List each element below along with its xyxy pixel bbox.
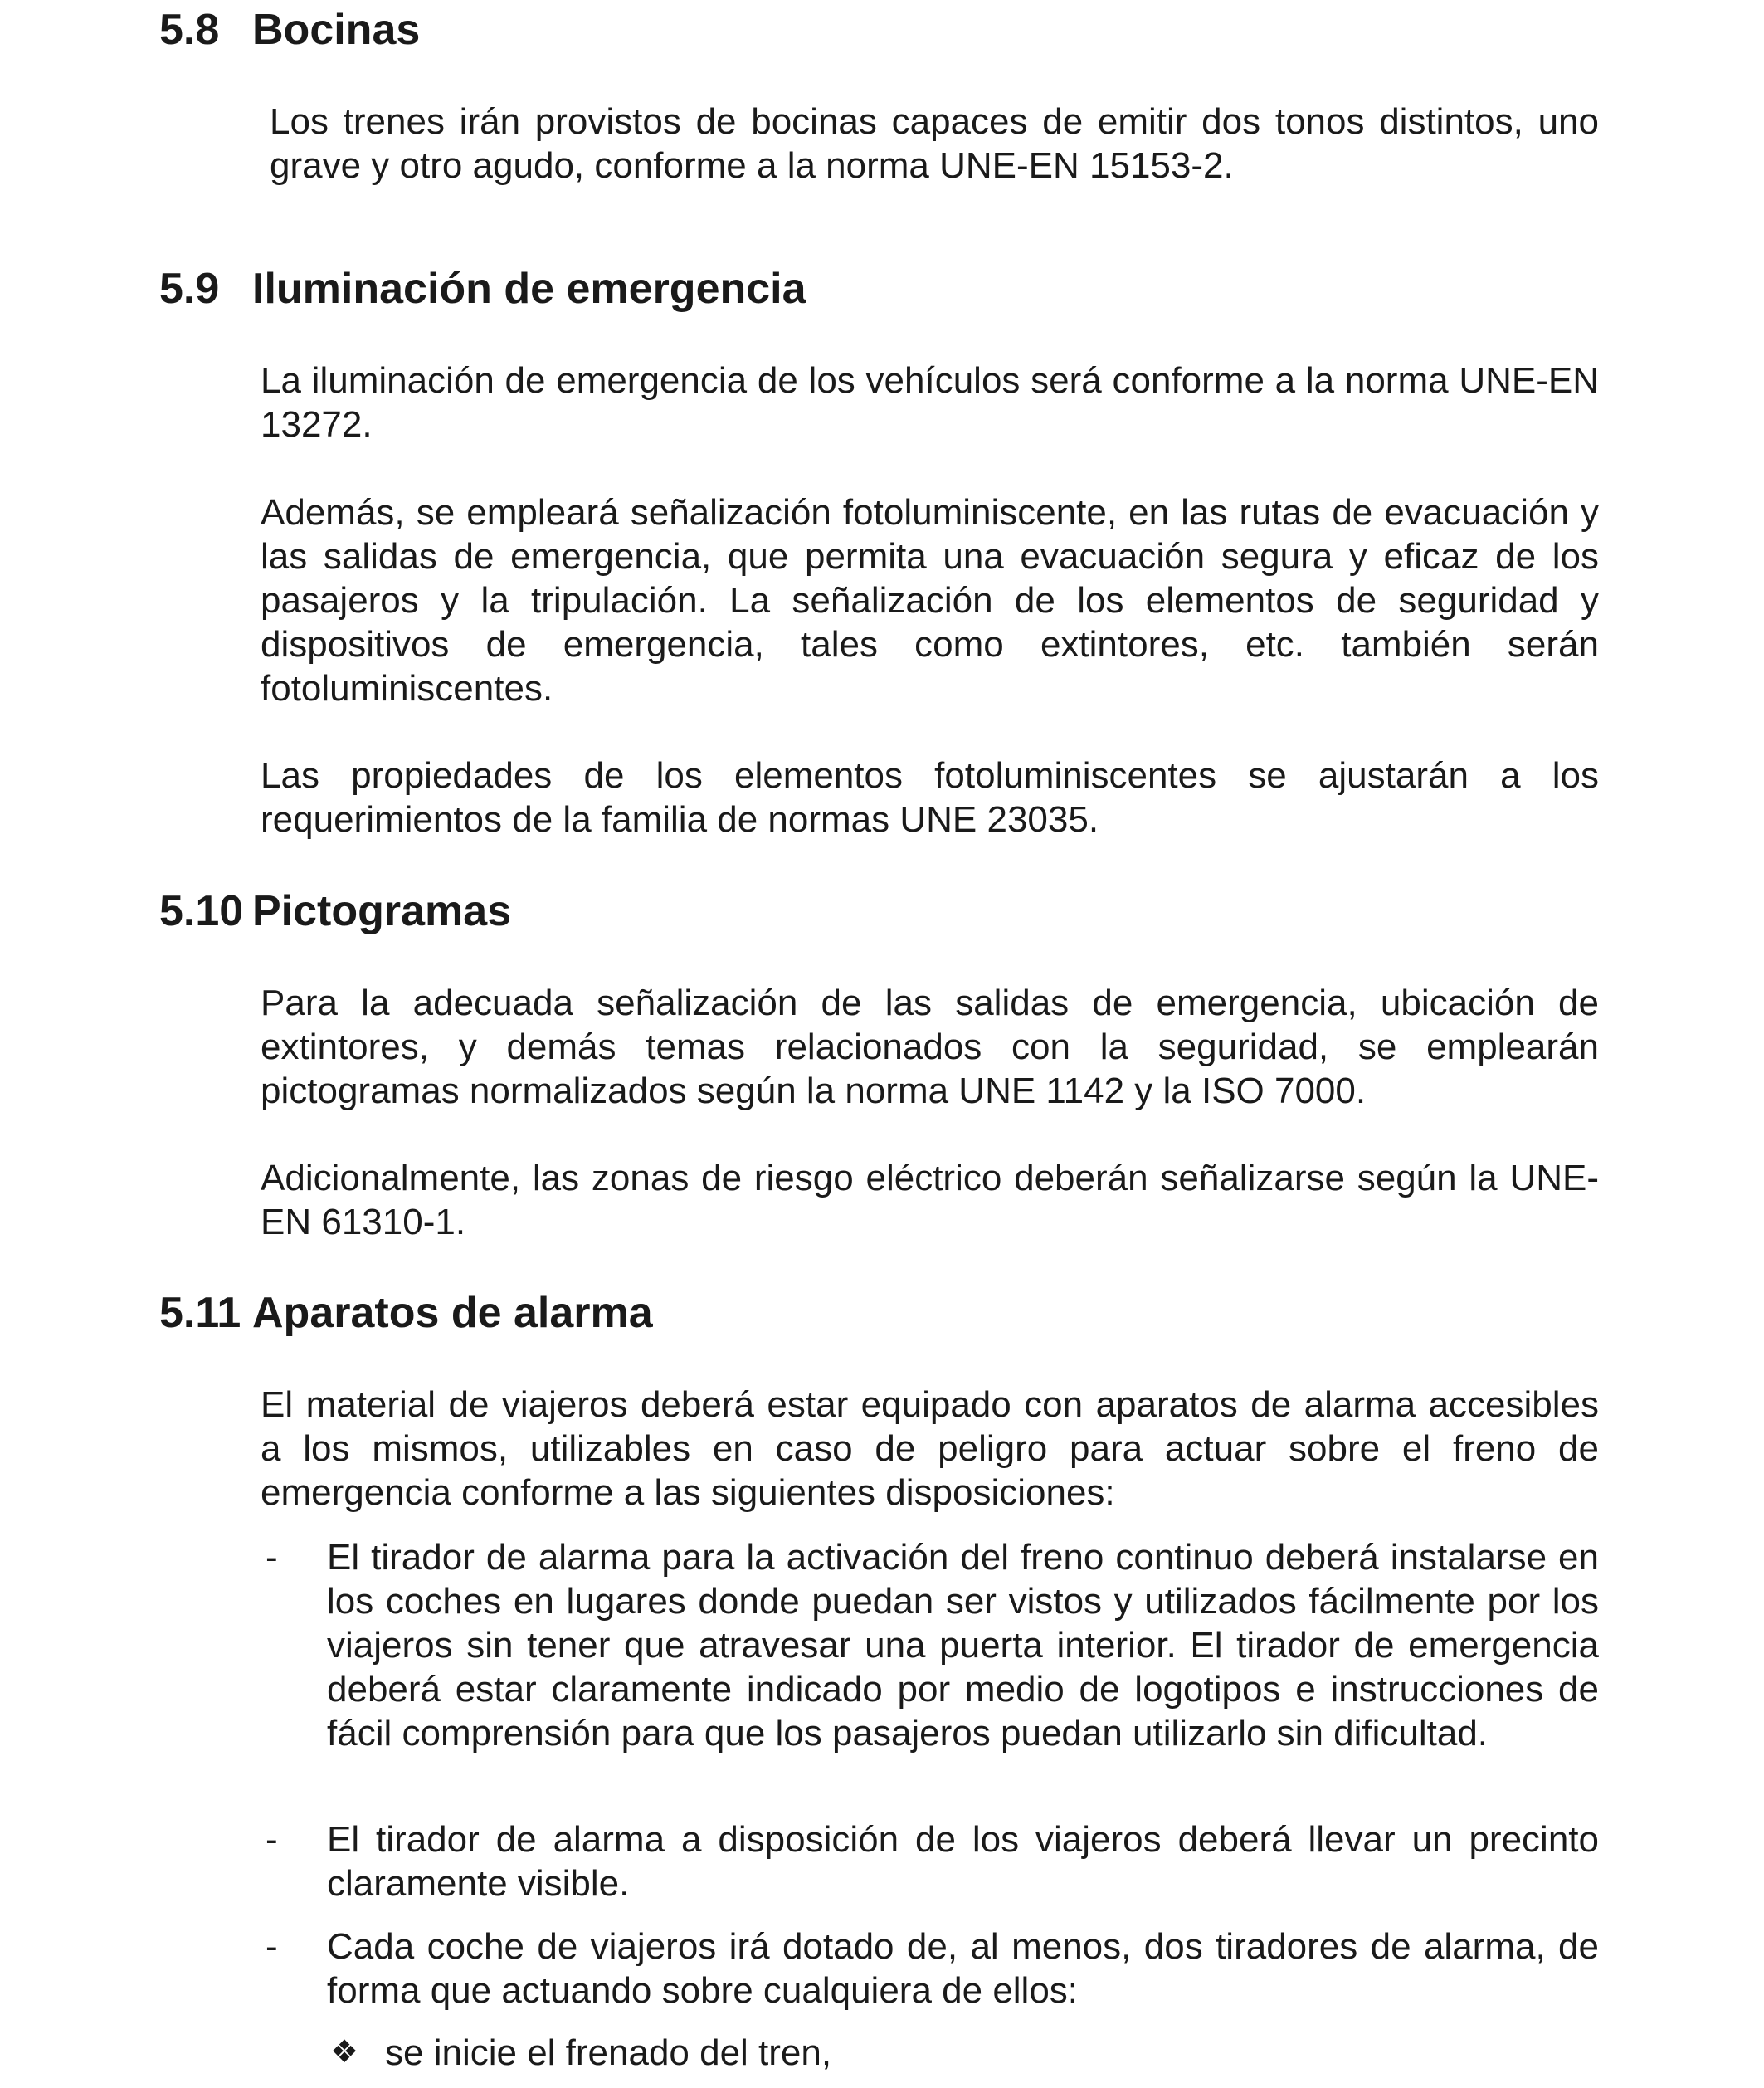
section-number: 5.10	[159, 887, 244, 935]
list-dash: -	[266, 1926, 278, 1967]
section-title: Pictogramas	[252, 887, 512, 935]
list-dash: -	[266, 1537, 278, 1578]
diamond-bullet-icon: ❖	[330, 2035, 359, 2070]
sub-list-item-text: se inicie el frenado del tren,	[385, 2032, 832, 2073]
paragraph: Los trenes irán provistos de bocinas capaces de emitir dos tonos distintos, uno grave y otro agudo, conforme a la norma UNE-EN 15153-2.	[270, 101, 1599, 186]
paragraph: La iluminación de emergencia de los vehículos será conforme a la norma UNE-EN 13272.	[261, 360, 1599, 445]
section-heading-5-10	[159, 886, 511, 936]
section-heading-5-9	[159, 264, 806, 314]
section-title: Iluminación de emergencia	[252, 265, 806, 313]
list-item-text: El tirador de alarma a disposición de los viajeros deberá llevar un precinto claramente visible.	[327, 1819, 1599, 1904]
section-number: 5.9	[159, 265, 220, 313]
list-item-text: Cada coche de viajeros irá dotado de, al menos, dos tiradores de alarma, de forma que actuando sobre cualquiera de ellos:	[327, 1926, 1599, 2011]
list-item-text: El tirador de alarma para la activación del freno continuo deberá instalarse en los coches en lugares donde puedan ser vistos y utilizados fácilmente por los viajeros sin tener que atravesar una puerta interior. El tirador de emergencia deberá estar claramente indicado por medio de logotipos e instrucciones de fácil comprensión para que los pasajeros puedan utilizarlo sin dificultad.	[327, 1537, 1599, 1754]
paragraph: Adicionalmente, las zonas de riesgo eléctrico deberán señalizarse según la UNE-EN 61310-1.	[261, 1158, 1599, 1242]
sub-list-item	[330, 2031, 1599, 2075]
paragraph: Además, se empleará señalización fotoluminiscente, en las rutas de evacuación y las salidas de emergencia, que permita una evacuación segura y eficaz de los pasajeros y la tripulación. La señalización de los elementos de seguridad y dispositivos de emergencia, tales como extintores, etc. también serán fotoluminiscentes.	[261, 492, 1599, 709]
section-title: Bocinas	[252, 6, 421, 54]
section-heading-5-11	[159, 1288, 653, 1338]
list-item	[266, 1817, 1599, 1905]
section-title: Aparatos de alarma	[252, 1289, 653, 1337]
section-number: 5.11	[159, 1289, 241, 1337]
paragraph: Las propiedades de los elementos fotoluminiscentes se ajustarán a los requerimientos de la familia de normas UNE 23035.	[261, 755, 1599, 840]
paragraph: Para la adecuada señalización de las salidas de emergencia, ubicación de extintores, y demás temas relacionados con la seguridad, se emplearán pictogramas normalizados según la norma UNE 1142 y la ISO 7000.	[261, 983, 1599, 1111]
section-number: 5.8	[159, 6, 220, 54]
section-heading-5-8	[159, 5, 420, 55]
list-item	[266, 1925, 1599, 2012]
paragraph: El material de viajeros deberá estar equipado con aparatos de alarma accesibles a los mismos, utilizables en caso de peligro para actuar sobre el freno de emergencia conforme a las siguientes disposiciones:	[261, 1384, 1599, 1513]
list-item	[266, 1535, 1599, 1755]
list-dash: -	[266, 1819, 278, 1860]
